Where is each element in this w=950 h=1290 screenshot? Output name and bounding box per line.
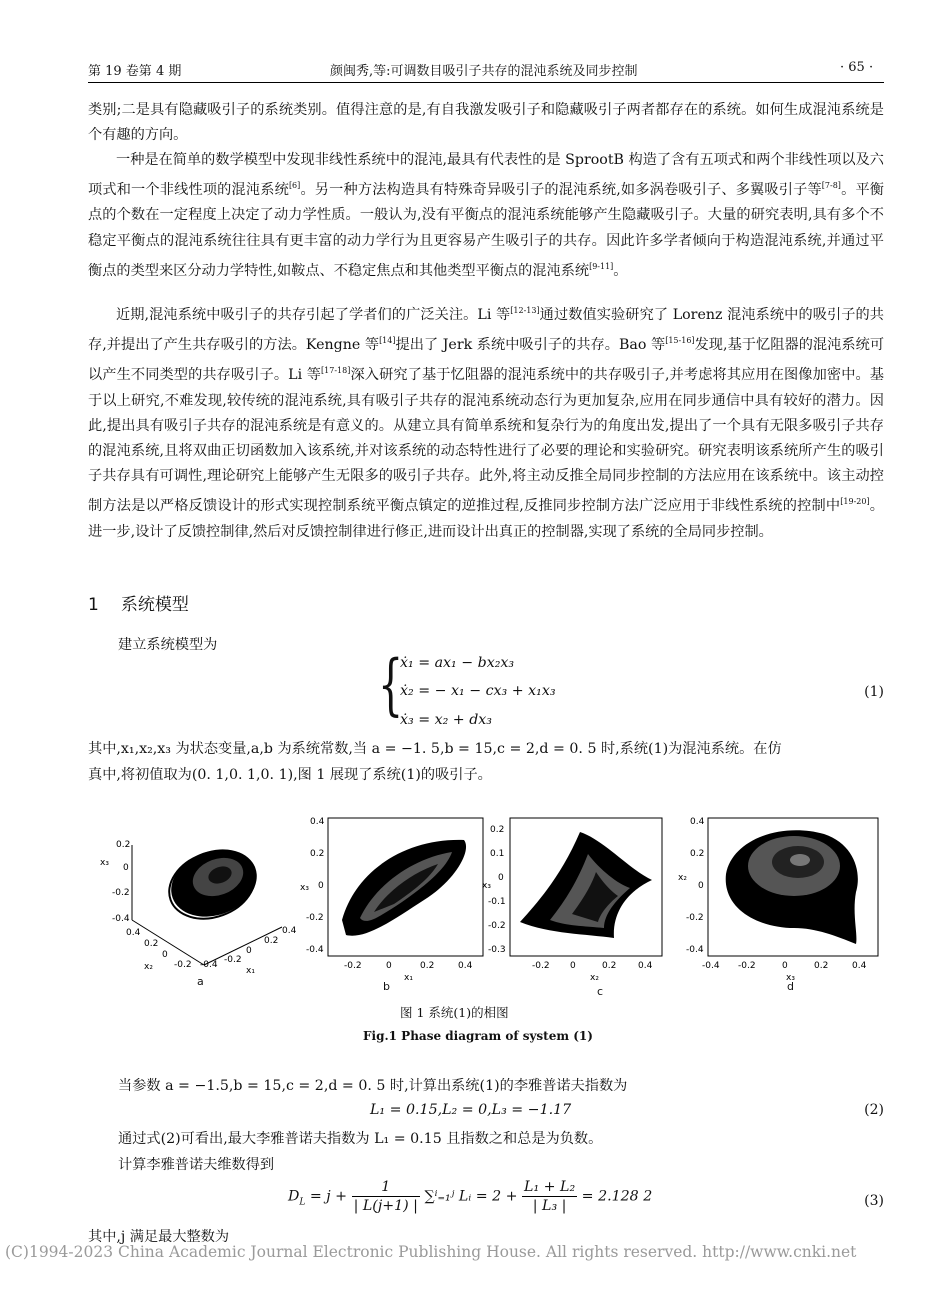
y-axis-label: x₃ [300, 883, 309, 893]
figure-caption-cn: 图 1 系统(1)的相图 [400, 1005, 509, 1020]
y-tick: 0.4 [310, 817, 325, 827]
citation: [19-20] [840, 497, 870, 507]
y-tick: -0.4 [306, 945, 324, 955]
y-tick: -0.2 [488, 921, 506, 931]
y-tick: 0.4 [690, 817, 705, 827]
x-tick: -0.2 [532, 961, 550, 971]
params-text-2: 真中,将初值取为(0. 1,0. 1,0. 1),图 1 展现了系统(1)的吸引子。 [88, 767, 492, 783]
y-tick: 0.4 [126, 928, 141, 938]
header-title: 颜闽秀,等:可调数目吸引子共存的混沌系统及同步控制 [330, 64, 638, 79]
x-tick: 0 [570, 961, 576, 971]
x-tick: -0.2 [738, 961, 756, 971]
x-tick: 0.2 [420, 961, 435, 971]
phase-plot-b [296, 810, 490, 990]
y-tick: -0.2 [174, 960, 192, 970]
panel-label-c: c [597, 985, 604, 998]
y-tick: -0.4 [686, 945, 704, 955]
y-tick: 0.2 [490, 825, 505, 835]
model-intro: 建立系统模型为 [118, 637, 218, 653]
last-line: 其中,j 满足最大整数为 [88, 1229, 230, 1245]
citation: [14] [379, 336, 396, 346]
x-tick: 0.4 [852, 961, 867, 971]
x-tick: -0.4 [702, 961, 720, 971]
copyright-footer: (C)1994-2023 China Academic Journal Electronic Publishing House. All rights reserved. http://www.cnki.net [5, 1243, 857, 1261]
y-tick: 0.2 [690, 849, 705, 859]
x-tick: -0.4 [200, 960, 218, 970]
y-tick: 0 [162, 950, 168, 960]
equation-number-3: (3) [864, 1193, 884, 1209]
y-tick: -0.2 [686, 913, 704, 923]
equation-line-1: ẋ₁ = ax₁ − bx₂x₃ [400, 655, 515, 671]
paragraph-3: 近期,混沌系统中吸引子的共存引起了学者们的广泛关注。Li 等[12-13]通过数值实验研究了 Lorenz 混沌系统中的吸引子的共存,并提出了产生共存吸引的方法。Kengne 等[14]提出了 Jerk 系统中吸引子的共存。Bao 等[15-16]发现,基于忆阻器的混沌系统可以产生不同类型的共存吸引子。Li 等[17-18]深入研究了基于忆阻器的混沌系统中的共存吸引子,并考虑将其应用在图像加密中。基于以上研究,不难发现,较传统的混沌系统,具有吸引子共存的混沌系统动态行为更加复杂,应用在同步通信中具有较好的潜力。因此,提出具有吸引子共存的混沌系统是有意义的。从建立具有简单系统和复杂行为的角度出发,提出了一个具有无限多吸引子共存的混沌系统,且将双曲正切函数加入该系统,并对该系统的动态特性进行了必要的理论和实验研究。研究表明该系统所产生的吸引子共存具有可调性,理论研究上能够产生无限多的吸引子共存。此外,将主动反推全局同步控制的方法应用在该系统中。该主动控制方法是以严格反馈设计的形式实现控制系统平衡点镇定的逆推过程,反推同步控制方法广泛应用于非线性系统的控制中[19-20]。进一步,设计了反馈控制律,然后对反馈控制律进行修正,进而设计出真正的控制器,实现了系统的全局同步控制。 [88, 306, 885, 540]
y-tick: 0.2 [310, 849, 325, 859]
y-tick: -0.2 [306, 913, 324, 923]
panel-label-a: a [197, 975, 204, 988]
y-tick: -0.1 [488, 897, 506, 907]
x-axis-label: x₁ [246, 966, 255, 976]
phase-plot-a [96, 825, 296, 985]
y-tick: 0 [318, 881, 324, 891]
z-tick: 0.2 [116, 840, 131, 850]
x-tick: 0.4 [458, 961, 473, 971]
citation: [9-11] [589, 261, 614, 271]
header-page-number: · 65 · [840, 60, 874, 75]
paragraph-2: 一种是在简单的数学模型中发现非线性系统中的混沌,最具有代表性的是 SprootB 构造了含有五项式和两个非线性项以及六项式和一个非线性项的混沌系统[6]。另一种方法构造具有特殊奇异吸引子的混沌系统,如多涡卷吸引子、多翼吸引子等[7-8]。平衡点的个数在一定程度上决定了动力学性质。一般认为,没有平衡点的混沌系统能够产生隐藏吸引子。大量的研究表明,具有多个不稳定平衡点的混沌系统往往具有更丰富的动力学行为且更容易产生吸引子的共存。因此许多学者倾向于构造混沌系统,并通过平衡点的类型来区分动力学特性,如鞍点、不稳定焦点和其他类型平衡点的混沌系统[9-11]。 [88, 152, 884, 279]
x-tick: 0 [782, 961, 788, 971]
paragraph-1: 类别;二是具有隐藏吸引子的系统类别。值得注意的是,有自我激发吸引子和隐藏吸引子两者都存在的系统。如何生成混沌系统是个有趣的方向。 [88, 102, 884, 144]
panel-label-d: d [787, 980, 794, 993]
y-axis-label: x₂ [678, 873, 687, 883]
section-heading: 1 系统模型 [88, 595, 189, 615]
lyapunov-text: 当参数 a = −1.5,b = 15,c = 2,d = 0. 5 时,计算出系统(1)的李雅普诺夫指数为 [118, 1078, 628, 1094]
citation: [12-13] [510, 306, 540, 315]
params-text-1: 其中,x₁,x₂,x₃ 为状态变量,a,b 为系统常数,当 a = −1. 5,b = 15,c = 2,d = 0. 5 时,系统(1)为混沌系统。在仿 [88, 741, 782, 757]
z-tick: -0.4 [112, 914, 130, 924]
fraction: $\frac{1}{| L(j+1) |}$ [353, 1179, 418, 1214]
y-tick: 0 [698, 881, 704, 891]
x-tick: 0.4 [282, 926, 296, 936]
axis-line [132, 920, 204, 965]
x-tick: 0.4 [638, 961, 653, 971]
attractor-b [342, 840, 466, 936]
equation-line-2: ẋ₂ = − x₁ − cx₃ + x₁x₃ [400, 683, 556, 699]
panel-label-b: b [383, 980, 390, 993]
equation-line-3: ẋ₃ = x₂ + dx₃ [400, 712, 492, 728]
figure-caption-en: Fig.1 Phase diagram of system (1) [363, 1029, 593, 1043]
attractor-a [160, 838, 267, 930]
phase-plot-d [676, 810, 884, 990]
attractor-d [726, 830, 858, 944]
header-volume: 第 19 卷第 4 期 [88, 64, 182, 79]
x-axis-label: x₂ [590, 973, 599, 983]
lyapunov-equation: L₁ = 0.15,L₂ = 0,L₃ = −1.17 [370, 1102, 572, 1118]
y-tick: 0.1 [490, 849, 505, 859]
dimension-equation: $D_L = j$ + $\frac{1}{| L(j+1) |}$ ∑ⁱ₌₁ʲ Lᵢ = 2 + $\frac{\text{L₁ + L₂}}{\text{| L₃ |}}$ = 2.128 2 [288, 1179, 653, 1214]
fraction: $\frac{\text{L₁ + L₂}}{\text{| L₃ |}}$ [524, 1179, 576, 1214]
equation-number-1: (1) [864, 684, 884, 700]
x-tick: -0.2 [344, 961, 362, 971]
phase-plot-c [480, 810, 672, 990]
attractor-c [520, 832, 652, 938]
equation-number-2: (2) [864, 1102, 884, 1118]
citation: [6] [288, 181, 301, 191]
z-axis-label: x₃ [100, 858, 109, 868]
x-axis-label: x₃ [786, 973, 795, 983]
x-tick: 0.2 [602, 961, 617, 971]
x-tick: 0.2 [264, 936, 279, 946]
x-tick: 0.2 [814, 961, 829, 971]
y-tick: 0 [498, 873, 504, 883]
x-axis-label: x₁ [404, 973, 413, 983]
x-tick: 0 [246, 946, 252, 956]
header-rule [88, 82, 884, 83]
y-tick: 0.2 [144, 939, 159, 949]
dimension-text: 计算李雅普诺夫维数得到 [118, 1157, 275, 1173]
citation: [15-16] [665, 336, 695, 346]
citation: [7-8] [821, 181, 841, 191]
z-tick: -0.2 [112, 888, 130, 898]
x-tick: 0 [386, 961, 392, 971]
lyapunov-note: 通过式(2)可看出,最大李雅普诺夫指数为 L₁ = 0.15 且指数之和总是为负数。 [118, 1131, 603, 1147]
y-tick: -0.3 [488, 945, 506, 955]
y-axis-label: x₂ [144, 962, 153, 972]
x-tick: -0.2 [224, 955, 242, 965]
y-axis-label: x₃ [482, 881, 491, 891]
system-brace: { [378, 646, 404, 723]
citation: [17-18] [321, 366, 351, 376]
z-tick: 0 [123, 863, 129, 873]
